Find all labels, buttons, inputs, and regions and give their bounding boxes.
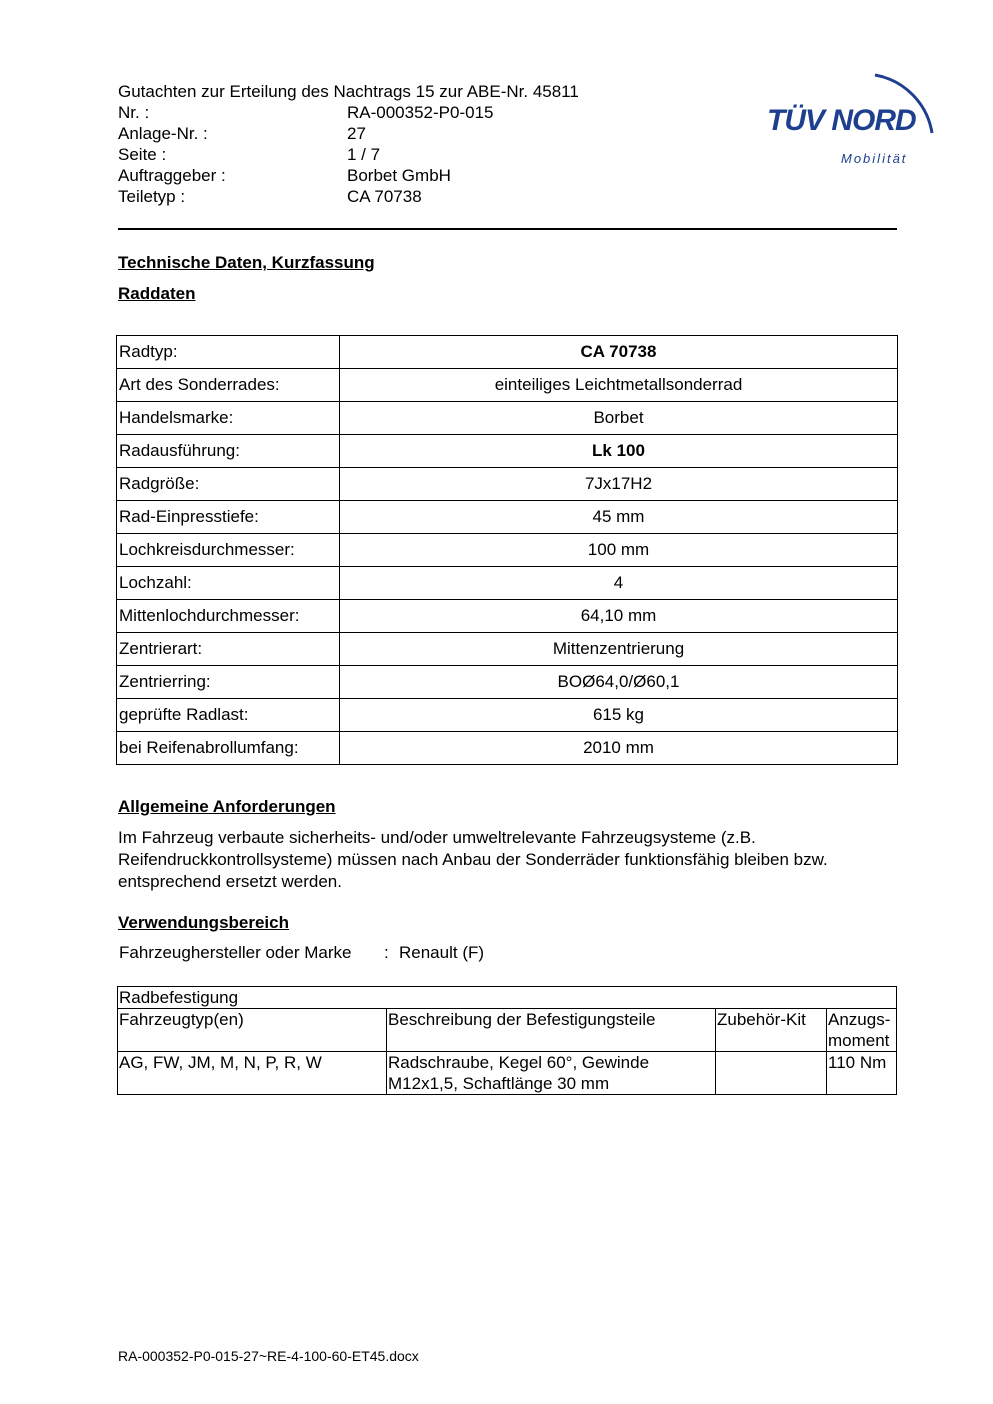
header-beschreibung: Beschreibung der Befestigungsteile [387,1009,716,1052]
row-label: Zentrierart: [117,633,340,666]
row-label: Lochzahl: [117,567,340,600]
row-label: Radtyp: [117,336,340,369]
header-anzugsmoment-line2: moment [828,1031,890,1050]
section-raddaten: Raddaten [118,284,196,303]
table-row [117,402,898,435]
cell-beschreibung [387,1052,716,1095]
row-value: einteiliges Leichtmetallsonderrad [340,369,898,402]
cell-beschreibung-line2: M12x1,5, Schaftlänge 30 mm [388,1074,610,1093]
allgemeine-paragraph: Im Fahrzeug verbaute sicherheits- und/oder umweltrelevante Fahrzeugsysteme (z.B. Reifendruckkontrollsysteme) müssen nach Anbau der Sonderräder funktionsfähig bleiben bzw. entsprechend ersetzt werden. [118,828,828,891]
header-fahrzeugtyp: Fahrzeugtyp(en) [118,1009,387,1052]
row-value: 2010 mm [340,732,898,765]
raddaten-table [116,335,898,765]
row-value: 7Jx17H2 [340,468,898,501]
header-value-teiletyp: CA 70738 [347,187,422,206]
table-row [118,987,897,1009]
table-row [117,633,898,666]
cell-fahrzeugtyp: AG, FW, JM, M, N, P, R, W [118,1052,387,1095]
table-row [118,1052,897,1095]
tuv-nord-logo: TÜV NORD [767,104,916,137]
table-row [117,534,898,567]
cell-anzugsmoment: 110 Nm [827,1052,897,1095]
cell-beschreibung-line1: Radschraube, Kegel 60°, Gewinde [388,1053,650,1072]
row-value: BOØ64,0/Ø60,1 [340,666,898,699]
row-label: Radgröße: [117,468,340,501]
header-value-nr: RA-000352-P0-015 [347,103,494,122]
row-value: Borbet [340,402,898,435]
row-value: 4 [340,567,898,600]
header-label-auftraggeber: Auftraggeber : [118,166,226,185]
row-value: 615 kg [340,699,898,732]
header-anzugsmoment-line1: Anzugs- [828,1010,891,1029]
header-label-seite: Seite : [118,145,167,164]
verwendung-separator: : [384,943,389,962]
section-allgemeine: Allgemeine Anforderungen [118,797,336,816]
footer-filename: RA-000352-P0-015-27~RE-4-100-60-ET45.docx [118,1348,419,1364]
row-label: Zentrierring: [117,666,340,699]
header-value-seite: 1 / 7 [347,145,381,164]
header-divider [118,228,897,230]
table-row [117,567,898,600]
radbefestigung-title: Radbefestigung [118,987,897,1009]
header-value-auftraggeber: Borbet GmbH [347,166,451,185]
table-row [117,336,898,369]
radbefestigung-table [117,986,897,1095]
table-row [117,732,898,765]
header-label-anlage: Anlage-Nr. : [118,124,208,143]
header-value-anlage: 27 [347,124,366,143]
row-label: Rad-Einpresstiefe: [117,501,340,534]
row-label: Art des Sonderrades: [117,369,340,402]
header-label-nr: Nr. : [118,103,150,122]
row-value: CA 70738 [340,336,898,369]
row-label: Lochkreisdurchmesser: [117,534,340,567]
row-label: Handelsmarke: [117,402,340,435]
table-row [117,699,898,732]
logo-subtitle: Mobilität [841,151,908,166]
cell-zubehoer-kit [716,1052,827,1095]
header-zubehoer-kit: Zubehör-Kit [716,1009,827,1052]
row-label: bei Reifenabrollumfang: [117,732,340,765]
table-row [118,1009,897,1052]
table-row [117,468,898,501]
row-label: geprüfte Radlast: [117,699,340,732]
row-value: Lk 100 [340,435,898,468]
row-label: Radausführung: [117,435,340,468]
table-row [117,600,898,633]
row-value: Mittenzentrierung [340,633,898,666]
table-row [117,369,898,402]
row-value: 100 mm [340,534,898,567]
row-value: 45 mm [340,501,898,534]
section-verwendung: Verwendungsbereich [118,913,289,932]
header-label-teiletyp: Teiletyp : [118,187,186,206]
table-row [117,666,898,699]
verwendung-value: Renault (F) [399,943,485,962]
table-row [117,435,898,468]
document-title: Gutachten zur Erteilung des Nachtrags 15 zur ABE-Nr. 45811 [118,82,579,101]
header-anzugsmoment [827,1009,897,1052]
section-technische-daten: Technische Daten, Kurzfassung [118,253,375,272]
row-value: 64,10 mm [340,600,898,633]
row-label: Mittenlochdurchmesser: [117,600,340,633]
verwendung-label: Fahrzeughersteller oder Marke [119,943,352,962]
table-row [117,501,898,534]
